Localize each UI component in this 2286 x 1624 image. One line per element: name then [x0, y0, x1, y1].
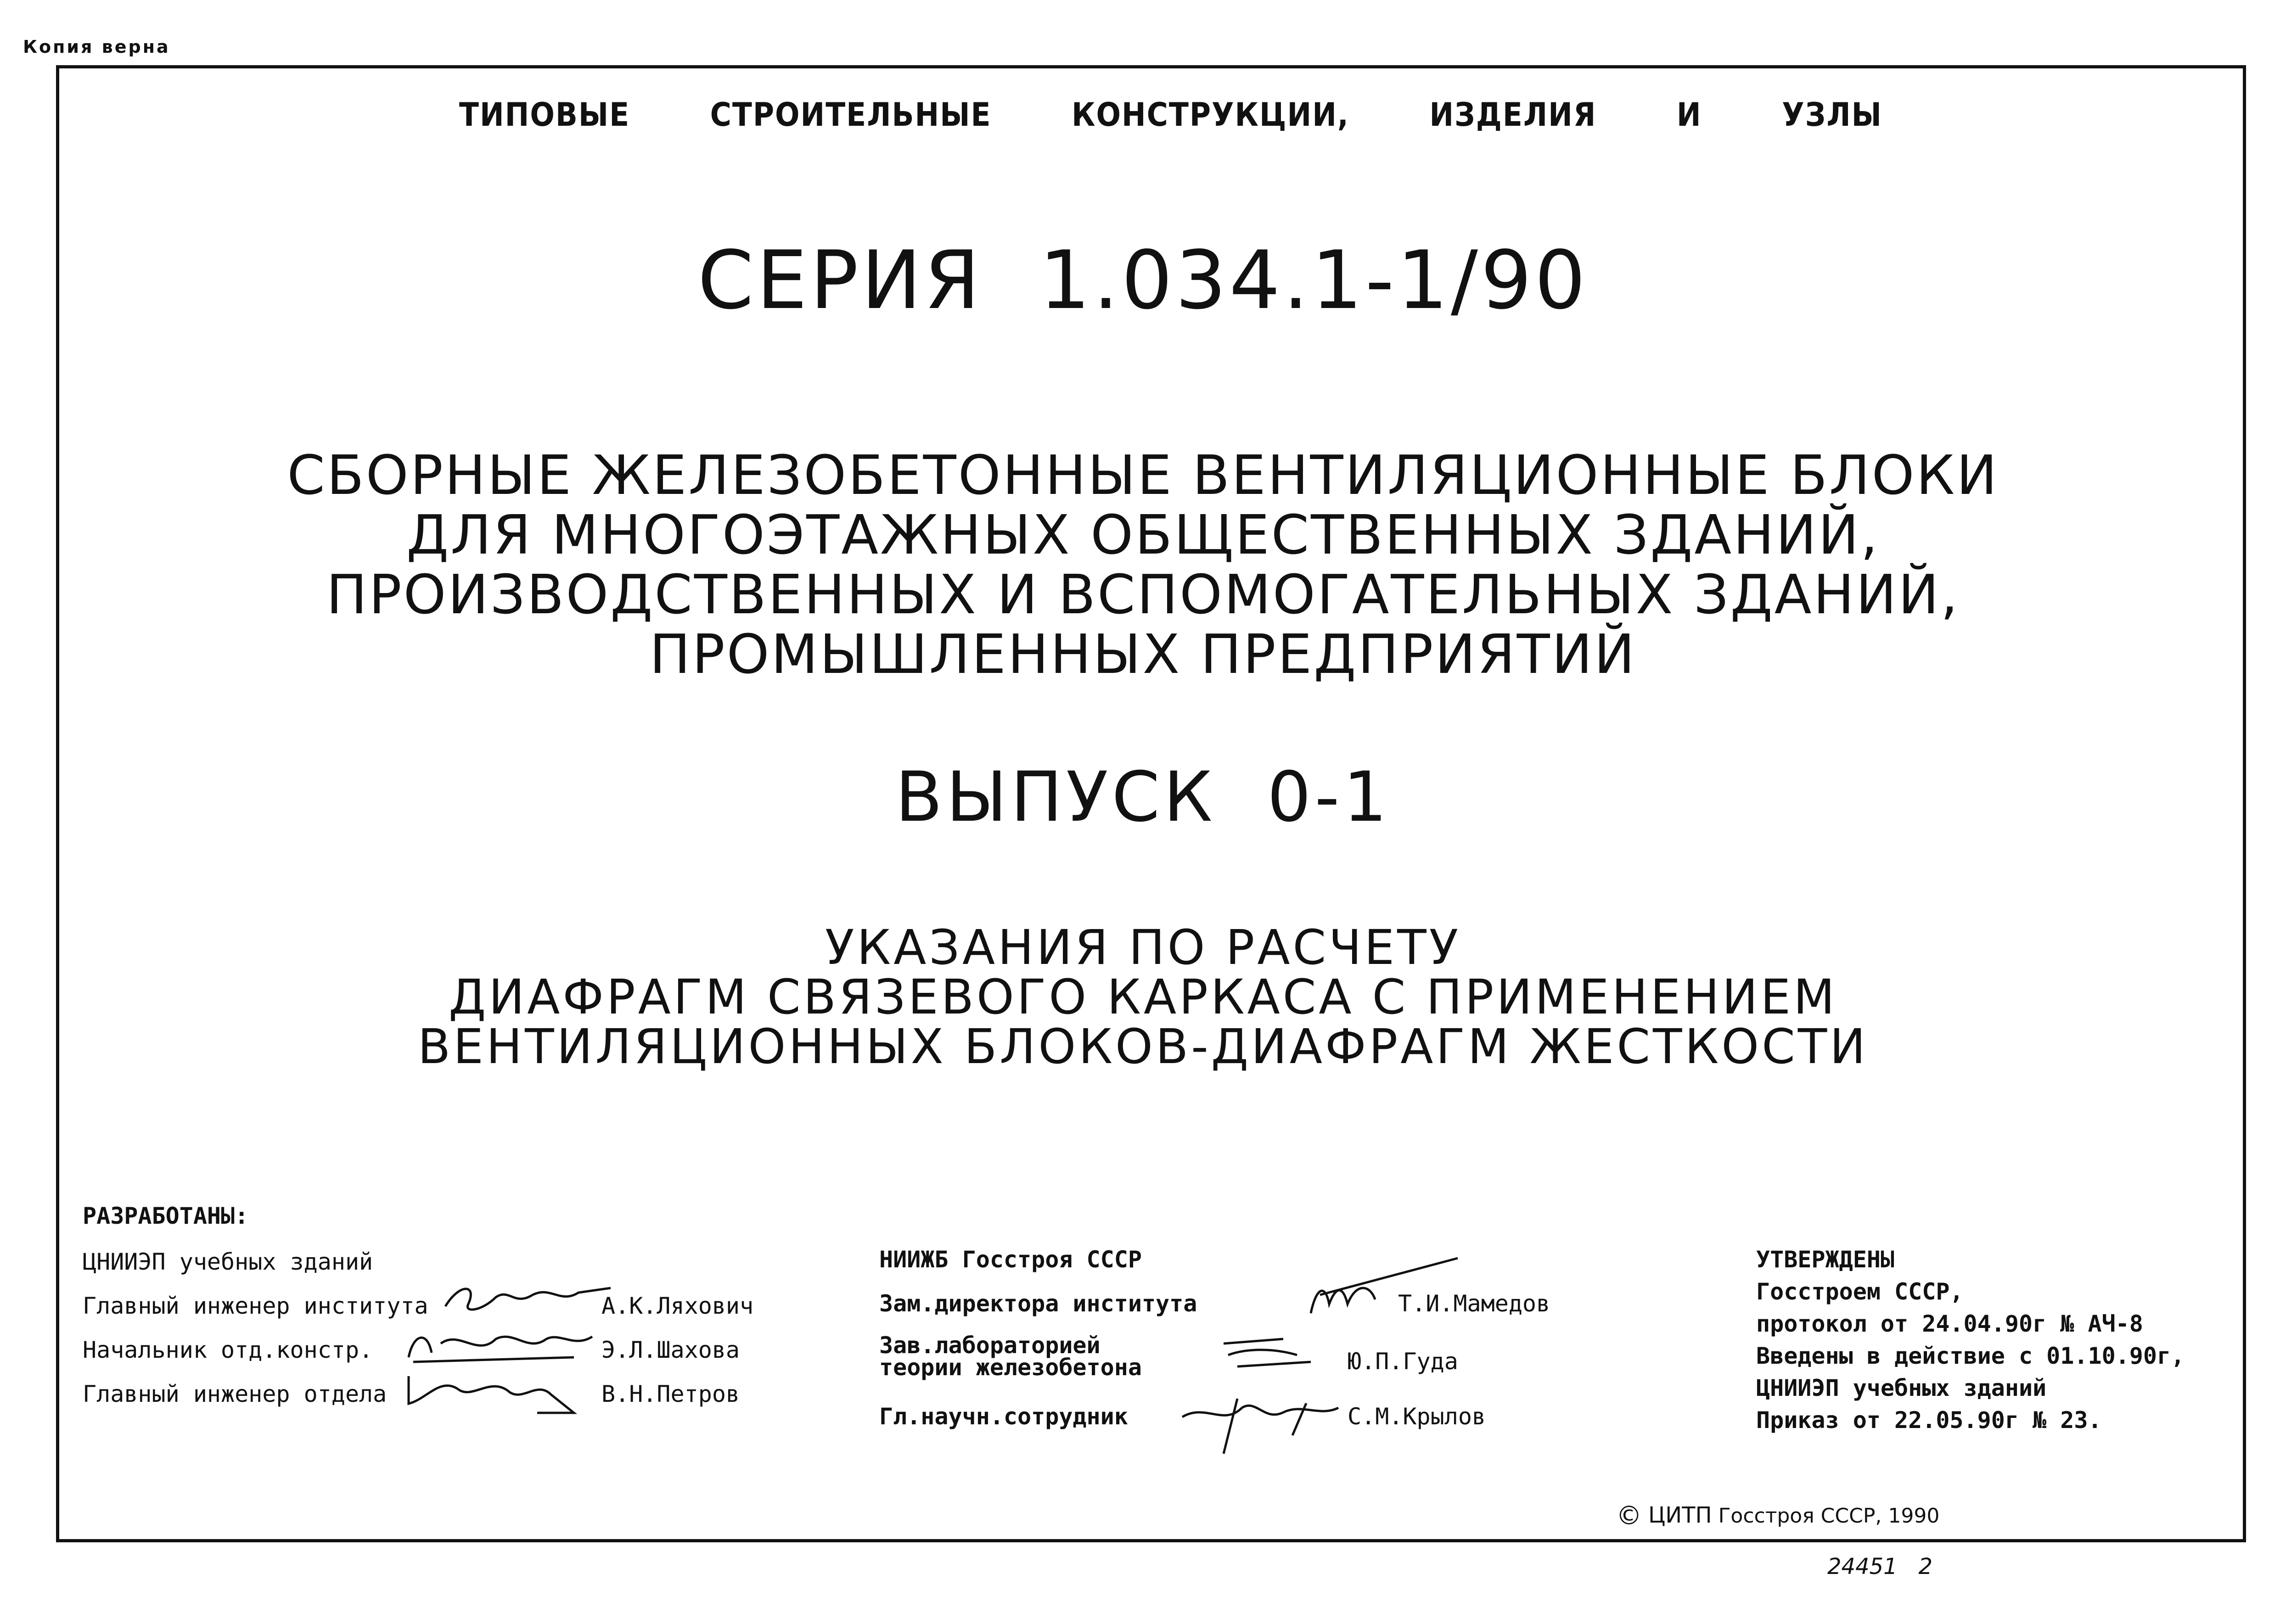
copyright — [1616, 1501, 1939, 1531]
role-label: Главный инженер института — [83, 1293, 428, 1319]
approval-line: Приказ от 22.05.90г № 23. — [1756, 1407, 2102, 1434]
person-name: С.М.Крылов — [1348, 1403, 1486, 1430]
niizhb-org: НИИЖБ Госстроя СССР — [879, 1246, 1142, 1273]
signature-row — [879, 1290, 1591, 1334]
developed-by-block — [83, 1203, 817, 1425]
header-word: СТРОИТЕЛЬНЫЕ — [710, 96, 992, 134]
issue-number: ВЫПУСК 0-1 — [895, 757, 1391, 837]
approval-line: Введены в действие с 01.10.90г, — [1756, 1343, 2185, 1369]
person-name: Э.Л.Шахова — [601, 1337, 740, 1363]
series-number: СЕРИЯ 1.034.1-1/90 — [697, 234, 1589, 327]
approval-line: ЦНИИЭП учебных зданий — [1756, 1375, 2047, 1401]
subtitle-line: ДИАФРАГМ СВЯЗЕВОГО КАРКАСА С ПРИМЕНЕНИЕМ — [449, 969, 1837, 1025]
header-word: ТИПОВЫЕ — [459, 96, 630, 134]
person-name: Т.И.Мамедов — [1398, 1290, 1550, 1317]
title-line: ПРОМЫШЛЕННЫХ ПРЕДПРИЯТИЙ — [649, 622, 1637, 686]
header-word: И — [1676, 96, 1702, 134]
title-line: ДЛЯ МНОГОЭТАЖНЫХ ОБЩЕСТВЕННЫХ ЗДАНИЙ, — [406, 503, 1880, 566]
subtitle-line: ВЕНТИЛЯЦИОННЫХ БЛОКОВ-ДИАФРАГМ ЖЕСТКОСТИ — [417, 1019, 1869, 1075]
person-name: Ю.П.Гуда — [1348, 1348, 1458, 1375]
header-word: ИЗДЕЛИЯ — [1429, 96, 1597, 134]
document-subtitle — [0, 919, 2286, 1075]
role-label: Зав.лабораторией теории железобетона — [879, 1332, 1142, 1381]
role-label: Гл.научн.сотрудник — [879, 1403, 1128, 1430]
signature-image — [399, 1325, 601, 1372]
header-line — [459, 92, 1882, 138]
approval-block — [1756, 1246, 2238, 1439]
title-line: ПРОИЗВОДСТВЕННЫХ И ВСПОМОГАТЕЛЬНЫХ ЗДАНИЙ, — [326, 563, 1960, 626]
niizhb-block — [879, 1246, 1591, 1447]
developed-heading: РАЗРАБОТАНЫ: — [83, 1203, 249, 1229]
title-line: СБОРНЫЕ ЖЕЛЕЗОБЕТОННЫЕ ВЕНТИЛЯЦИОННЫЕ БЛОКИ — [287, 443, 1999, 507]
approval-line: УТВЕРЖДЕНЫ — [1756, 1246, 1895, 1273]
signature-image — [441, 1279, 615, 1326]
subtitle-line: УКАЗАНИЯ ПО РАСЧЕТУ — [825, 919, 1461, 975]
signature-image — [1173, 1389, 1366, 1464]
approval-line: протокол от 24.04.90г № АЧ-8 — [1756, 1310, 2143, 1337]
copyright-text: Госстроя СССР, 1990 — [1718, 1504, 1940, 1528]
developer-org: ЦНИИЭП учебных зданий — [83, 1249, 373, 1275]
signature-row — [83, 1381, 817, 1425]
person-name: А.К.Ляхович — [601, 1293, 754, 1319]
signature-row — [879, 1403, 1591, 1447]
header-word: КОНСТРУКЦИИ, — [1071, 96, 1349, 134]
approval-line: Госстроем СССР, — [1756, 1278, 1964, 1305]
archive-number: 24451 2 — [1827, 1554, 1933, 1579]
copy-verified-stamp: Копия верна — [23, 37, 170, 57]
signature-image — [1210, 1330, 1338, 1386]
person-name: В.Н.Петров — [601, 1381, 740, 1407]
role-label: Начальник отд.констр. — [83, 1337, 373, 1363]
copyright-org: ЦИТП — [1648, 1502, 1712, 1528]
signature-image — [399, 1367, 592, 1423]
role-label: Главный инженер отдела — [83, 1381, 387, 1407]
copyright-icon: © — [1616, 1501, 1642, 1531]
role-label: Зам.директора института — [879, 1290, 1197, 1317]
header-word: УЗЛЫ — [1782, 96, 1882, 134]
document-title — [0, 445, 2286, 684]
